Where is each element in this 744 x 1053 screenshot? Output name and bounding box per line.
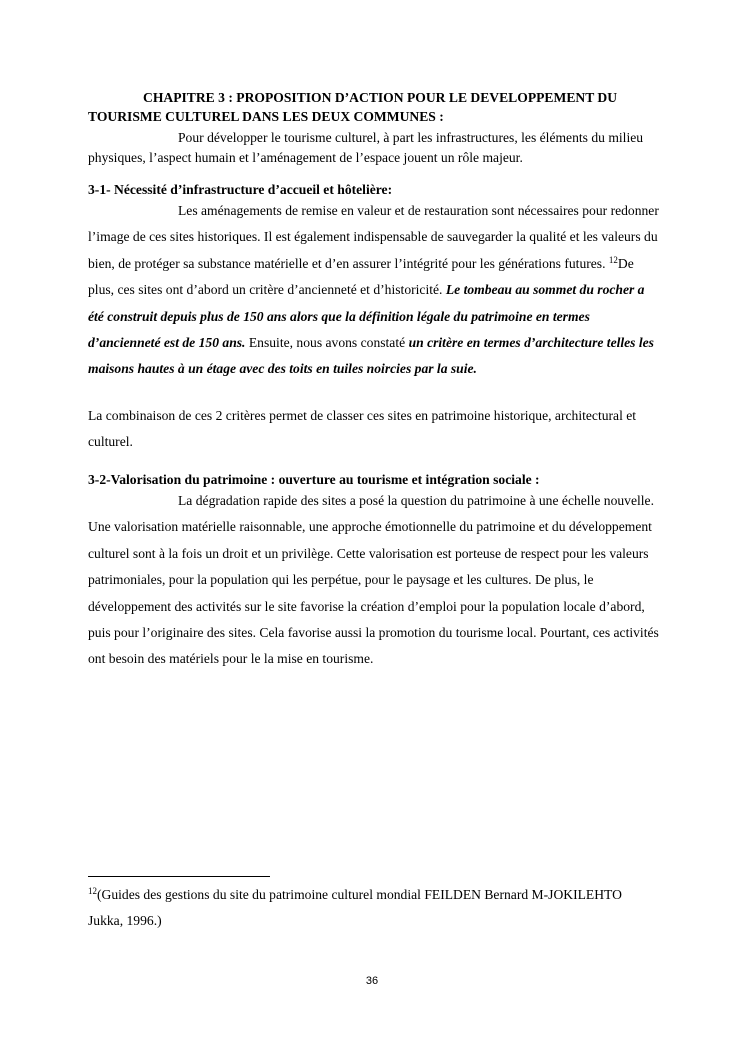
- emphasized-text: Le tombeau au sommet du rocher a été construit depuis plus de 150 ans alors que la définition légale du patrimoine en termes d’ancienneté est de 150 ans.: [88, 282, 645, 351]
- emphasized-text: un critère en termes d’architecture telles les maisons hautes à un étage avec des toits en tuiles noircies par la suie.: [88, 335, 654, 377]
- footnote-number: 12: [88, 886, 97, 896]
- paragraph-text: De plus, ces sites ont d’abord un critère d’ancienneté et d’historicité.: [88, 255, 634, 298]
- section-3-2-paragraph: La dégradation rapide des sites a posé la question du patrimoine à une échelle nouvelle. Une valorisation matérielle raisonnable, une approche émotionnelle du patrimoine et du développement culturel sont à la fois un droit et un privilège. Cette valorisation est porteuse de respect pour les valeurs patrimoniales, pour la population qui les perpétue, pour le paysage et les cultures. De plus, le développement des activités sur le site favorise la création d’emploi pour la population locale d’abord, puis pour l’originaire des sites. Cela favorise aussi la promotion du tourisme local. Pourtant, ces activités ont besoin des matériels pour le la mise en tourisme.: [88, 493, 659, 667]
- chapter-title: CHAPITRE 3 : PROPOSITION D’ACTION POUR LE DEVELOPPEMENT DU TOURISME CULTUREL DANS LES DEUX COMMUNES :: [88, 90, 618, 124]
- paragraph-text: Ensuite, nous avons constaté: [245, 335, 409, 351]
- section-3-1-paragraph: [88, 198, 660, 383]
- paragraph-text: Les aménagements de remise en valeur et de restauration sont nécessaires pour redonner l’image de ces sites historiques. Il est également indispensable de sauvegarder la qualité et les valeurs du bien, de protéger sa substance matérielle et d’en assurer l’intégrité pour les générations futures.: [88, 203, 659, 271]
- section-3-1-conclusion: La combinaison de ces 2 critères permet de classer ces sites en patrimoine historique, architectural et culturel.: [88, 408, 637, 450]
- section-heading-3-1: 3-1- Nécessité d’infrastructure d’accueil et hôtelière:: [88, 182, 393, 197]
- section-heading-3-2: 3-2-Valorisation du patrimoine : ouverture au tourisme et intégration sociale :: [88, 472, 540, 487]
- intro-paragraph: Pour développer le tourisme culturel, à part les infrastructures, les éléments du milieu physiques, l’aspect humain et l’aménagement de l’espace jouent un rôle majeur.: [88, 130, 644, 165]
- page-number: 36: [365, 975, 379, 987]
- footnote-separator: [88, 876, 270, 877]
- footnote-reference[interactable]: 12: [608, 254, 618, 265]
- footnote: [88, 882, 648, 934]
- footnote-text: (Guides des gestions du site du patrimoine culturel mondial FEILDEN Bernard M-JOKILEHTO Jukka, 1996.): [88, 887, 622, 928]
